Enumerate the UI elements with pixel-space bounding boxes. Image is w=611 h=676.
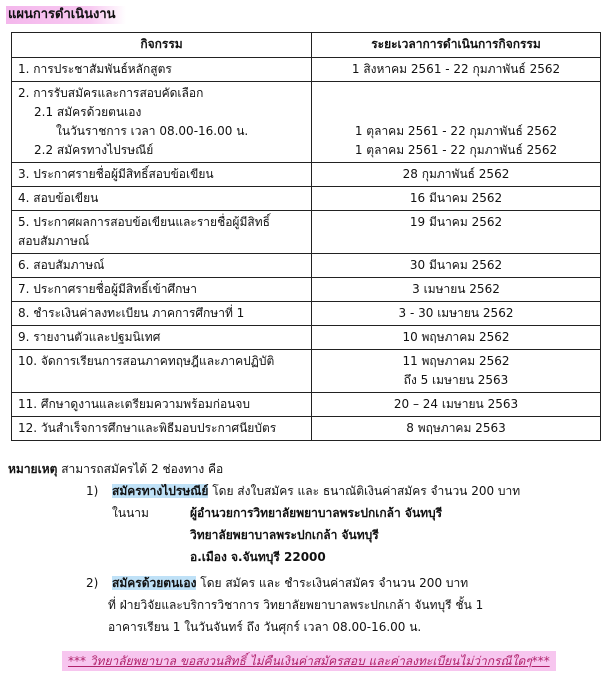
table-row: [12, 393, 601, 417]
date-cell: 3 - 30 เมษายน 2562: [312, 302, 601, 326]
table-row: [12, 278, 601, 302]
column-header-activity: กิจกรรม: [12, 33, 312, 58]
item-number: 2): [86, 576, 99, 590]
table-row: [12, 211, 601, 254]
item-2-line-3: อาคารเรียน 1 ในวันจันทร์ ถึง วันศุกร์ เวลา 08.00-16.00 น.: [108, 620, 422, 634]
table-row: [12, 58, 601, 82]
item-text: โดย ส่งใบสมัคร และ ธนาณัติเงินค่าสมัคร จำนวน 200 บาท: [212, 484, 521, 498]
table-header-row: [12, 33, 601, 58]
date-cell: 20 – 24 เมษายน 2563: [312, 393, 601, 417]
table-row: [12, 163, 601, 187]
page-title: แผนการดำเนินงาน: [6, 6, 126, 24]
item-2-line-2: ที่ ฝ่ายวิจัยและบริการวิชาการ วิทยาลัยพยาบาลพระปกเกล้า จันทบุรี ชั้น 1: [108, 598, 484, 612]
remark-head: หมายเหตุ: [8, 462, 58, 476]
remark-line: [8, 458, 604, 480]
remark-intro: สามารถสมัครได้ 2 ช่องทาง คือ: [61, 462, 224, 476]
activity-cell: 2. การรับสมัครและการสอบคัดเลือก 2.1 สมัครด้วยตนเอง ในวันราชการ เวลา 08.00-16.00 น. 2.2 สมัครทางไปรษณีย์: [12, 82, 312, 163]
item-highlight: สมัครด้วยตนเอง: [112, 576, 197, 590]
activity-cell: 6. สอบสัมภาษณ์: [12, 254, 312, 278]
activity-cell: 1. การประชาสัมพันธ์หลักสูตร: [12, 58, 312, 82]
table-row: [12, 254, 601, 278]
date-cell: 11 พฤษภาคม 2562 ถึง 5 เมษายน 2563: [312, 350, 601, 393]
activity-cell: 7. ประกาศรายชื่อผู้มีสิทธิ์เข้าศึกษา: [12, 278, 312, 302]
item-text: โดย สมัคร และ ชำระเงินค่าสมัคร จำนวน 200 บาท: [200, 576, 469, 590]
item-highlight: สมัครทางไปรษณีย์: [112, 484, 209, 498]
date-cell: 1 สิงหาคม 2561 - 22 กุมภาพันธ์ 2562: [312, 58, 601, 82]
disclaimer-footer: *** วิทยาลัยพยาบาล ขอสงวนสิทธิ์ ไม่คืนเงินค่าสมัครสอบ และค่าลงทะเบียนไม่ว่ากรณีใดๆ***: [62, 651, 556, 671]
column-header-period: ระยะเวลาการดำเนินการกิจกรรม: [312, 33, 601, 58]
date-cell: 10 พฤษภาคม 2562: [312, 326, 601, 350]
table-row: [12, 302, 601, 326]
table-row: [12, 82, 601, 163]
date-cell: 16 มีนาคม 2562: [312, 187, 601, 211]
item-number: 1): [86, 484, 99, 498]
plan-table: [11, 32, 601, 441]
table-row: [12, 417, 601, 441]
activity-cell: 9. รายงานตัวและปฐมนิเทศ: [12, 326, 312, 350]
date-cell: 3 เมษายน 2562: [312, 278, 601, 302]
on-behalf-label: ในนาม: [112, 506, 149, 520]
activity-cell: 5. ประกาศผลการสอบข้อเขียนและรายชื่อผู้มีสิทธิ์ สอบสัมภาษณ์: [12, 211, 312, 254]
table-row: [12, 187, 601, 211]
activity-cell: 12. วันสำเร็จการศึกษาและพิธีมอบประกาศนียบัตร: [12, 417, 312, 441]
activity-cell: 8. ชำระเงินค่าลงทะเบียน ภาคการศึกษาที่ 1: [12, 302, 312, 326]
activity-cell: 3. ประกาศรายชื่อผู้มีสิทธิ์สอบข้อเขียน: [12, 163, 312, 187]
table-row: [12, 350, 601, 393]
date-cell: 1 ตุลาคม 2561 - 22 กุมภาพันธ์ 2562 1 ตุลาคม 2561 - 22 กุมภาพันธ์ 2562: [312, 82, 601, 163]
activity-cell: 4. สอบข้อเขียน: [12, 187, 312, 211]
address-line-1: ผู้อำนวยการวิทยาลัยพยาบาลพระปกเกล้า จันทบุรี: [190, 506, 443, 520]
date-cell: 28 กุมภาพันธ์ 2562: [312, 163, 601, 187]
date-cell: 30 มีนาคม 2562: [312, 254, 601, 278]
date-cell: 8 พฤษภาคม 2563: [312, 417, 601, 441]
activity-cell: 11. ศึกษาดูงานและเตรียมความพร้อมก่อนจบ: [12, 393, 312, 417]
date-cell: 19 มีนาคม 2562: [312, 211, 601, 254]
activity-cell: 10. จัดการเรียนการสอนภาคทฤษฎีและภาคปฏิบัติ: [12, 350, 312, 393]
address-line-2: วิทยาลัยพยาบาลพระปกเกล้า จันทบุรี: [190, 528, 379, 542]
table-row: [12, 326, 601, 350]
address-line-3: อ.เมือง จ.จันทบุรี 22000: [190, 550, 326, 564]
